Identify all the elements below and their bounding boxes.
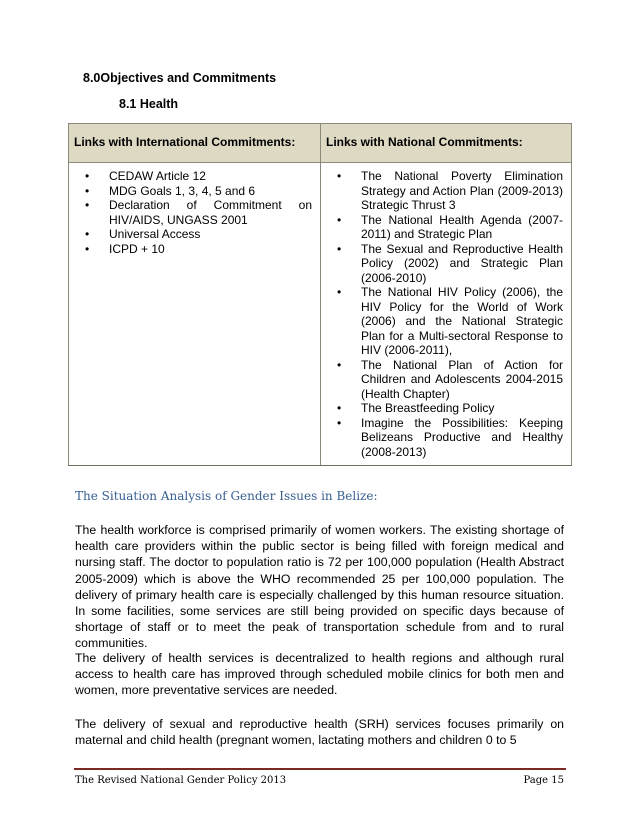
- footer-title: The Revised National Gender Policy 2013: [75, 775, 287, 786]
- list-item: • Imagine the Possibilities: Keeping Belizeans Productive and Healthy (2008-2013): [361, 416, 563, 460]
- paragraph-workforce: The health workforce is comprised primarily of women workers. The existing shortage of health care providers within the public sector is being filled with foreign medical and nursing staff. The doctor to population ratio is 72 per 100,000 population (Health Abstract 2005-2009) which is above the WHO recommended 25 per 100,000 population. The delivery of primary health care is especially challenged by this human resource situation. In some facilities, some services are still being provided on specific days because of shortage of staff or to meet the peak of transportation schedule from and to rural communities.: [75, 523, 564, 651]
- national-cell: [321, 163, 572, 466]
- subsection-title: 8.1 Health: [119, 97, 179, 111]
- list-item: • Universal Access: [109, 227, 312, 242]
- table-row: [69, 163, 572, 466]
- list-item: • ICPD + 10: [109, 242, 312, 257]
- international-list: [75, 169, 312, 256]
- list-item: • The Sexual and Reproductive Health Policy (2002) and Strategic Plan (2006-2010): [361, 242, 563, 286]
- list-item: • MDG Goals 1, 3, 4, 5 and 6: [109, 184, 312, 199]
- international-cell: [69, 163, 321, 466]
- page-number: Page 15: [523, 775, 564, 786]
- list-item: • The National Poverty Elimination Strategy and Action Plan (2009-2013) Strategic Thrust 3: [361, 169, 563, 213]
- paragraph-delivery: The delivery of health services is decentralized to health regions and although rural access to health care has improved through scheduled mobile clinics for both men and women, more preventative services are needed.: [75, 651, 564, 698]
- international-header: Links with International Commitments:: [69, 124, 321, 163]
- situation-heading: The Situation Analysis of Gender Issues in Belize:: [75, 489, 378, 503]
- section-title: 8.0Objectives and Commitments: [83, 71, 277, 85]
- table-header-row: [69, 124, 572, 163]
- national-list: [327, 169, 563, 459]
- list-item: • The National Health Agenda (2007-2011) and Strategic Plan: [361, 213, 563, 242]
- paragraph-srh: The delivery of sexual and reproductive health (SRH) services focuses primarily on maternal and child health (pregnant women, lactating mothers and children 0 to 5: [75, 717, 564, 748]
- footer-divider: [74, 768, 566, 770]
- list-item: • CEDAW Article 12: [109, 169, 312, 184]
- list-item: • The Breastfeeding Policy: [361, 401, 563, 416]
- commitments-table: [68, 123, 572, 466]
- national-header: Links with National Commitments:: [321, 124, 572, 163]
- list-item: • The National HIV Policy (2006), the HIV Policy for the World of Work (2006) and the National Strategic Plan for a Multi-sectoral Response to HIV (2006-2011),: [361, 285, 563, 358]
- list-item: • Declaration of Commitment on HIV/AIDS, UNGASS 2001: [109, 198, 312, 227]
- list-item: • The National Plan of Action for Children and Adolescents 2004-2015 (Health Chapter): [361, 358, 563, 402]
